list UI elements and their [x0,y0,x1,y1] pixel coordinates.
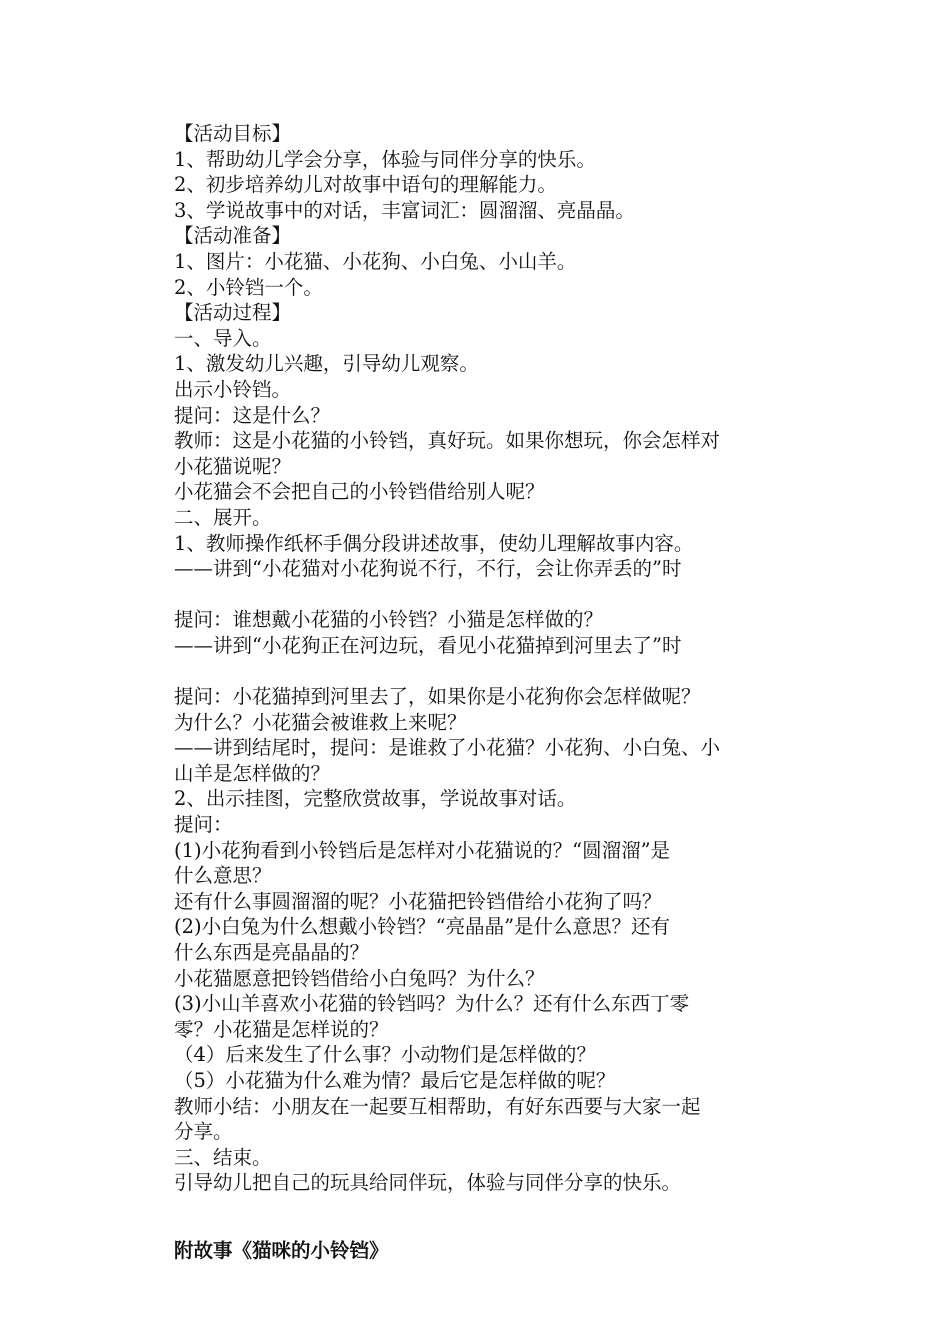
text-line: （5）小花猫为什么难为情？最后它是怎样做的呢？ [174,1068,616,1092]
text-line: 1、教师操作纸杯手偶分段讲述故事，使幼儿理解故事内容。 [174,531,694,555]
text-line: ——讲到“小花猫对小花狗说不行，不行，会让你弄丢的”时 [174,557,682,581]
text-line: ——讲到“小花狗正在河边玩，看见小花猫掉到河里去了”时 [174,633,682,657]
text-line: 1、激发幼儿兴趣，引导幼儿观察。 [174,352,479,376]
text-line: 【活动目标】 [174,122,292,145]
text-line: 3、学说故事中的对话，丰富词汇：圆溜溜、亮晶晶。 [174,198,635,222]
text-line: 1、图片：小花猫、小花狗、小白兔、小山羊。 [174,249,577,273]
text-line: （4）后来发生了什么事？小动物们是怎样做的？ [174,1043,596,1067]
text-line: 小花猫说呢？ [174,454,292,478]
blank-line [174,1196,780,1222]
text-line: (3)小山羊喜欢小花猫的铃铛吗？为什么？还有什么东西丁零 [174,992,690,1016]
text-line: (1)小花狗看到小铃铛后是怎样对小花猫说的？“圆溜溜”是 [174,838,671,862]
text-line: 什么意思？ [174,864,272,888]
blank-line [174,658,780,684]
text-line: 引导幼儿把自己的玩具给同伴玩，体验与同伴分享的快乐。 [174,1171,682,1195]
text-line: 二、展开。 [174,505,272,529]
text-line: 2、初步培养幼儿对故事中语句的理解能力。 [174,173,557,197]
text-line: 小花猫会不会把自己的小铃铛借给别人呢？ [174,480,545,504]
blank-line [174,582,780,608]
text-line: 2、出示挂图，完整欣赏故事，学说故事对话。 [174,787,577,811]
text-line: 提问：小花猫掉到河里去了，如果你是小花狗你会怎样做呢？ [174,685,701,709]
text-line: 零？小花猫是怎样说的？ [174,1017,389,1041]
text-line: 为什么？小花猫会被谁救上来呢？ [174,710,467,734]
text-line: 提问：谁想戴小花猫的小铃铛？小猫是怎样做的？ [174,608,604,632]
text-line: 什么东西是亮晶晶的？ [174,941,370,964]
text-line: 出示小铃铛。 [174,377,292,401]
appendix-title: 附故事《猫咪的小铃铛》 [174,1238,389,1262]
text-line: 提问： [174,813,233,837]
text-line: 山羊是怎样做的？ [174,761,331,785]
text-line: ——讲到结尾时，提问：是谁救了小花猫？小花狗、小白兔、小 [174,736,721,760]
text-line: 提问：这是什么？ [174,403,331,427]
document-body [174,121,780,1196]
text-line: 分享。 [174,1120,233,1144]
text-line: 【活动过程】 [174,301,292,325]
text-line: 还有什么事圆溜溜的呢？小花猫把铃铛借给小花狗了吗？ [174,889,662,913]
text-line: 教师：这是小花猫的小铃铛，真好玩。如果你想玩，你会怎样对 [174,429,721,453]
text-line: 小花猫愿意把铃铛借给小白兔吗？为什么？ [174,966,545,990]
text-line: 教师小结：小朋友在一起要互相帮助，有好东西要与大家一起 [174,1094,701,1118]
document-page [174,121,780,1264]
text-line: (2)小白兔为什么想戴小铃铛？“亮晶晶”是什么意思？还有 [174,915,671,939]
text-line: 2、小铃铛一个。 [174,275,323,299]
text-line: 一、导入。 [174,326,272,350]
text-line: 【活动准备】 [174,224,292,248]
text-line: 1、帮助幼儿学会分享，体验与同伴分享的快乐。 [174,147,596,171]
text-line: 三、结束。 [174,1145,272,1169]
